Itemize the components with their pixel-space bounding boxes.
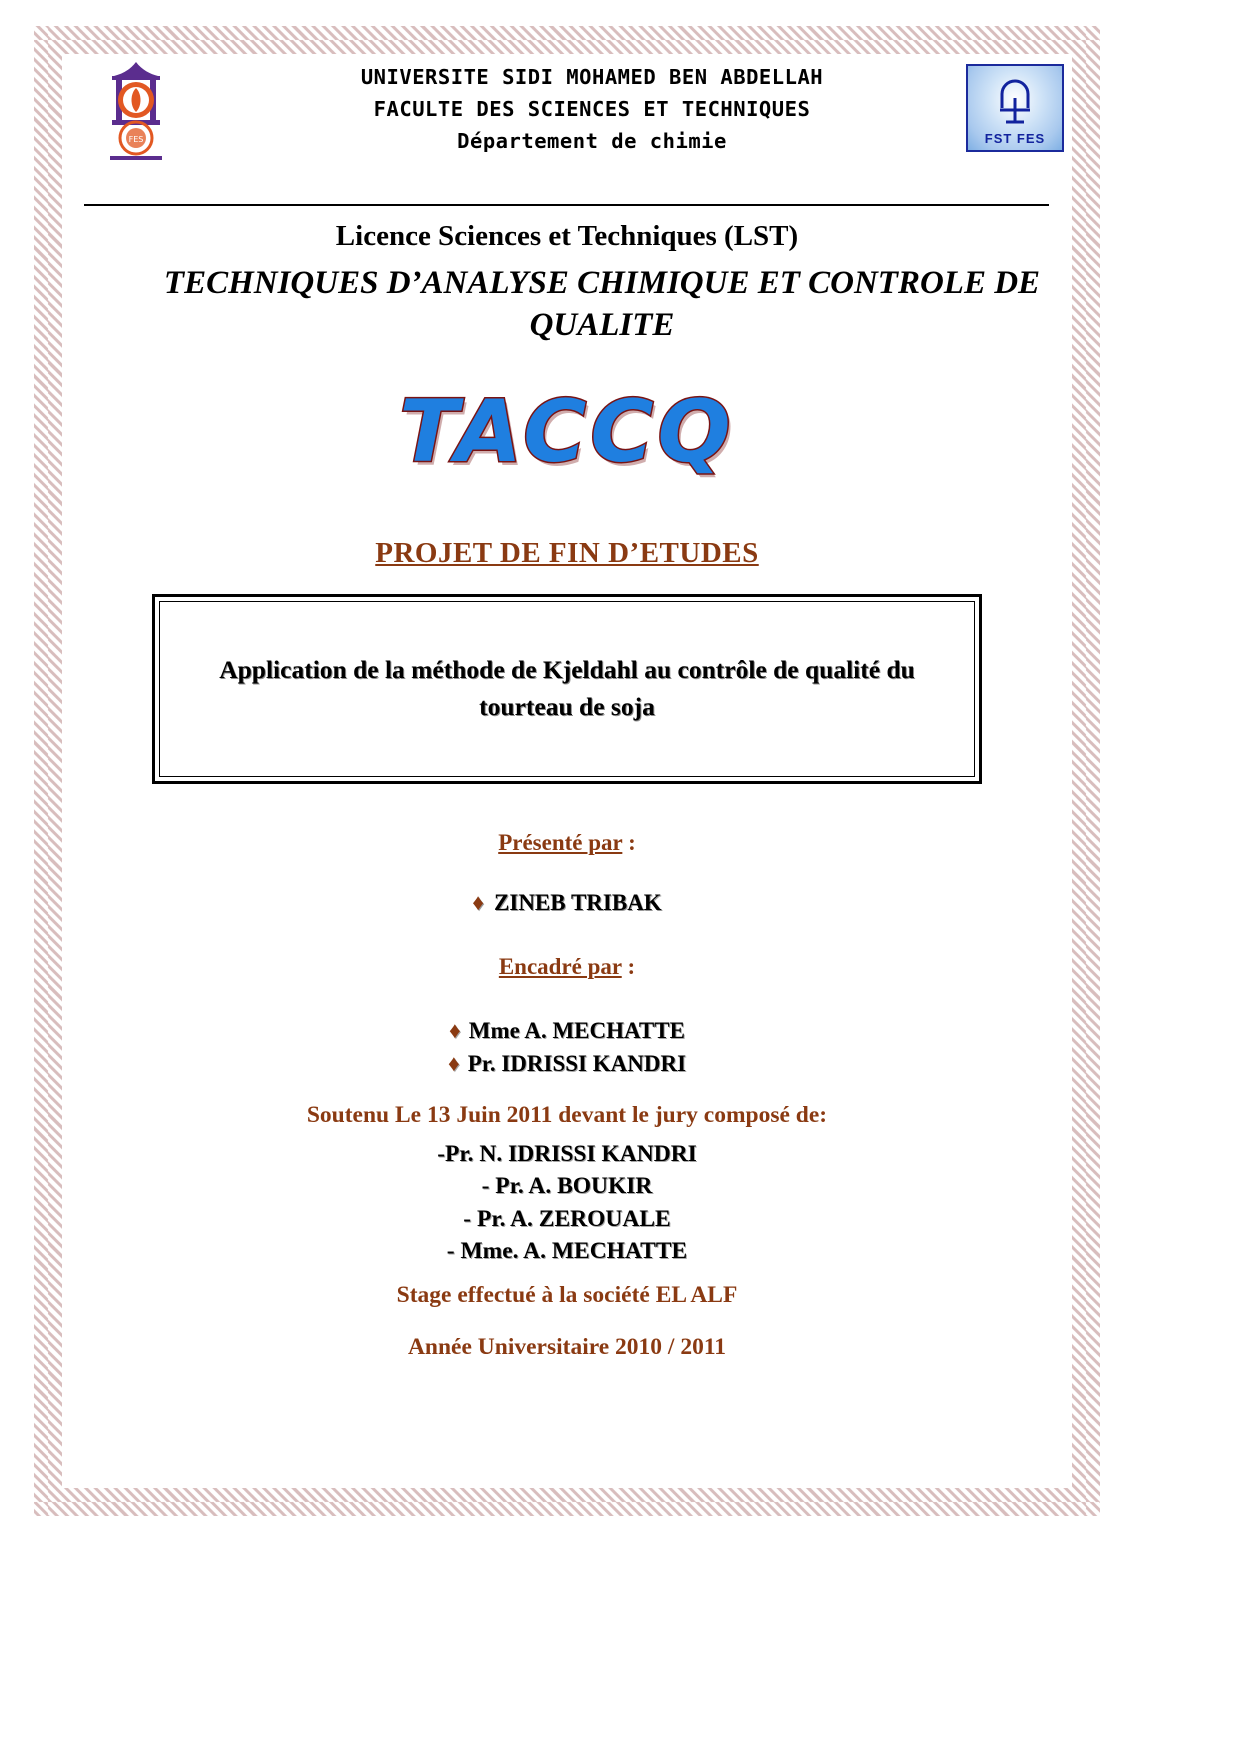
program-title: TECHNIQUES D’ANALYSE CHIMIQUE ET CONTROLE DE QUALITE [163, 265, 1041, 344]
list-item: -Pr. N. IDRISSI KANDRI [437, 1141, 697, 1167]
fst-fes-logo-text: FST FES [984, 131, 1046, 146]
department-name: Département de chimie [457, 128, 727, 153]
list-item: - Pr. A. ZEROUALE [463, 1205, 671, 1232]
university-name-line2: FACULTE DES SCIENCES ET TECHNIQUES [373, 96, 811, 121]
list-item: - Mme. A. MECHATTE [446, 1238, 688, 1265]
diamond-bullet-icon: ♦ [449, 1018, 461, 1043]
diamond-bullet-icon: ♦ [447, 1051, 460, 1077]
list-item: - Pr. A. BOUKIR [481, 1173, 653, 1200]
project-subject-frame-inner [159, 601, 975, 777]
project-subject-frame [152, 594, 982, 784]
list-item [62, 1014, 1072, 1047]
presented-by-label [62, 830, 1072, 856]
supervisor-name: Pr. IDRISSI KANDRI [467, 1051, 687, 1077]
defense-heading: Soutenu Le 13 Juin 2011 devant le jury composé de: [306, 1102, 828, 1128]
presented-by-label-text: Présenté par [498, 830, 623, 855]
list-item [62, 1047, 1072, 1080]
author-name: ZINEB TRIBAK [494, 890, 662, 915]
diamond-bullet-icon: ♦ [472, 890, 485, 915]
supervisor-list [62, 1014, 1072, 1081]
author-entry [62, 890, 1072, 916]
supervised-by-label-text: Encadré par [498, 954, 622, 979]
degree-line: Licence Sciences et Techniques (LST) [335, 220, 799, 252]
university-identity [222, 62, 962, 157]
document-header [62, 52, 1072, 172]
supervised-by-colon: : [621, 954, 636, 979]
presented-by-colon: : [622, 830, 636, 855]
taccq-wordmark: TACCQ [399, 382, 735, 482]
jury-member-list [62, 1138, 1072, 1268]
document-type-title: PROJET DE FIN D’ETUDES [375, 537, 759, 569]
header-divider [84, 204, 1049, 206]
supervised-by-label [62, 954, 1072, 980]
project-subject-text: Application de la méthode de Kjeldahl au contrôle de qualité du tourteau de soja [219, 655, 915, 721]
university-name-line1: UNIVERSITE SIDI MOHAMED BEN ABDELLAH [360, 65, 824, 89]
fst-fes-logo [966, 64, 1064, 152]
svg-text:FES: FES [128, 135, 144, 144]
page-content [62, 52, 1072, 1490]
supervisor-name: Mme A. MECHATTE [468, 1018, 685, 1043]
university-crest-logo [90, 58, 182, 168]
internship-line: Stage effectué à la société EL ALF [396, 1282, 738, 1308]
academic-year-line: Année Universitaire 2010 / 2011 [407, 1334, 727, 1360]
